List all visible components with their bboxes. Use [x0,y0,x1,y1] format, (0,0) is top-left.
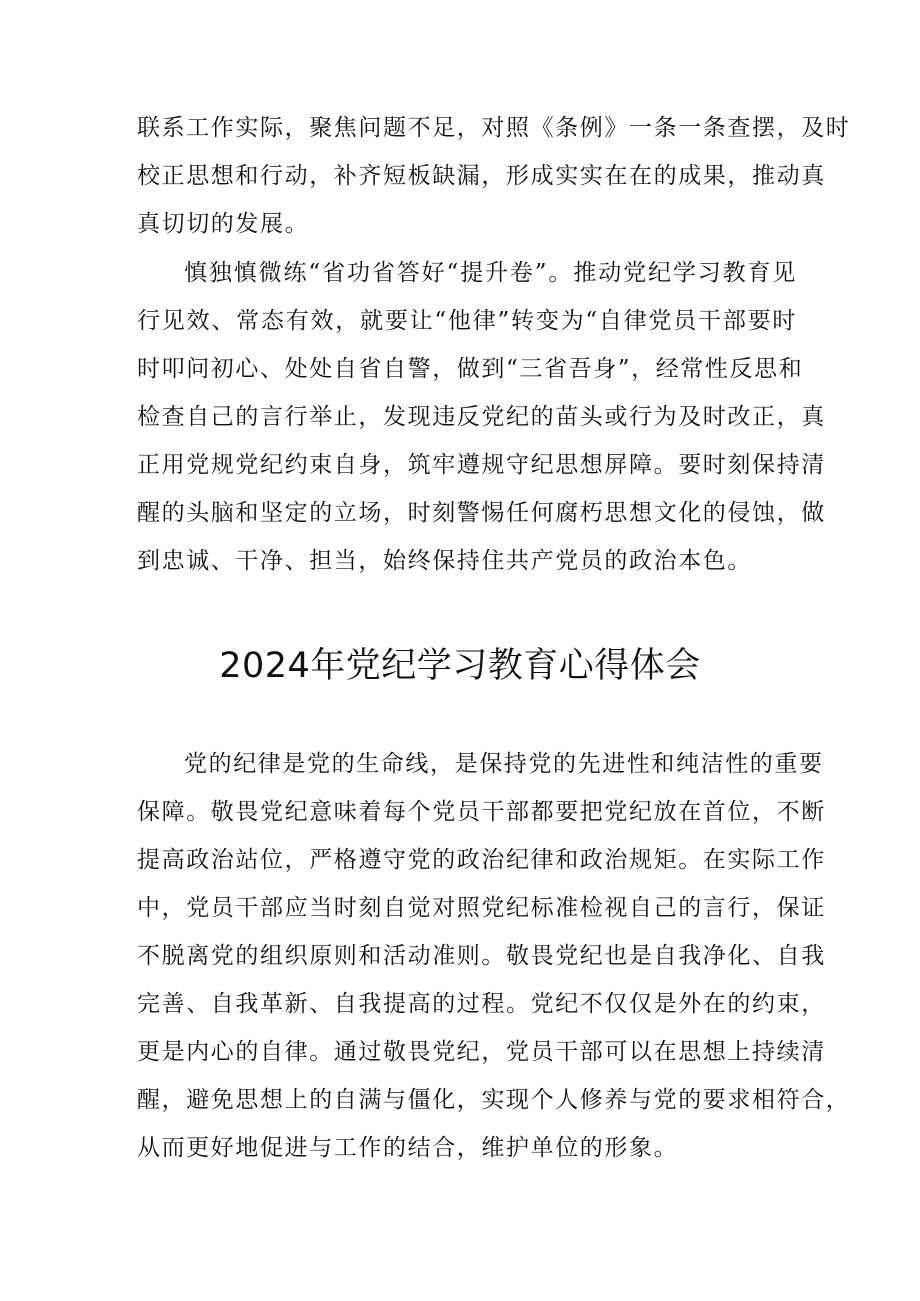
document-title: 2024年党纪学习教育心得体会 [219,646,701,686]
text-line: 联系工作实际，聚焦问题不足，对照《条例》一条一条查摆，及时 [137,115,851,141]
text-line: 醒，避免思想上的自满与僵化，实现个人修养与党的要求相符合， [137,1087,851,1113]
text-line: 更是内心的自律。通过敬畏党纪，党员干部可以在思想上持续清 [137,1039,826,1065]
text-line: 行见效、常态有效，就要让“他律”转变为“自律党员干部要时 [137,308,797,334]
text-line: 从而更好地促进与工作的结合，维护单位的形象。 [137,1135,679,1161]
text-line: 检查自己的言行举止，发现违反党纪的苗头或行为及时改正，真 [137,404,826,430]
text-line: 真切切的发展。 [137,211,310,237]
text-line: 不脱离党的组织原则和活动准则。敬畏党纪也是自我净化、自我 [137,943,826,969]
text-line: 时叩问初心、处处自省自警，做到“三省吾身”，经常性反思和 [137,356,804,382]
text-line: 慎独慎微练“省功省答好“提升卷”。推动党纪学习教育见 [184,260,797,286]
text-line: 提高政治站位，严格遵守党的政治纪律和政治规矩。在实际工作 [137,847,826,873]
text-line: 醒的头脑和坚定的立场，时刻警惕任何腐朽思想文化的侵蚀，做 [137,500,826,526]
text-line: 校正思想和行动，补齐短板缺漏，形成实实在在的成果，推动真 [137,163,826,189]
text-line: 完善、自我革新、自我提高的过程。党纪不仅仅是外在的约束， [137,991,826,1017]
text-line: 正用党规党纪约束自身，筑牢遵规守纪思想屏障。要时刻保持清 [137,452,826,478]
text-line: 保障。敬畏党纪意味着每个党员干部都要把党纪放在首位，不断 [137,799,826,825]
text-line: 党的纪律是党的生命线，是保持党的先进性和纯洁性的重要 [184,751,824,777]
text-line: 中，党员干部应当时刻自觉对照党纪标准检视自己的言行，保证 [137,895,826,921]
text-line: 到忠诚、干净、担当，始终保持住共产党员的政治本色。 [137,548,752,574]
